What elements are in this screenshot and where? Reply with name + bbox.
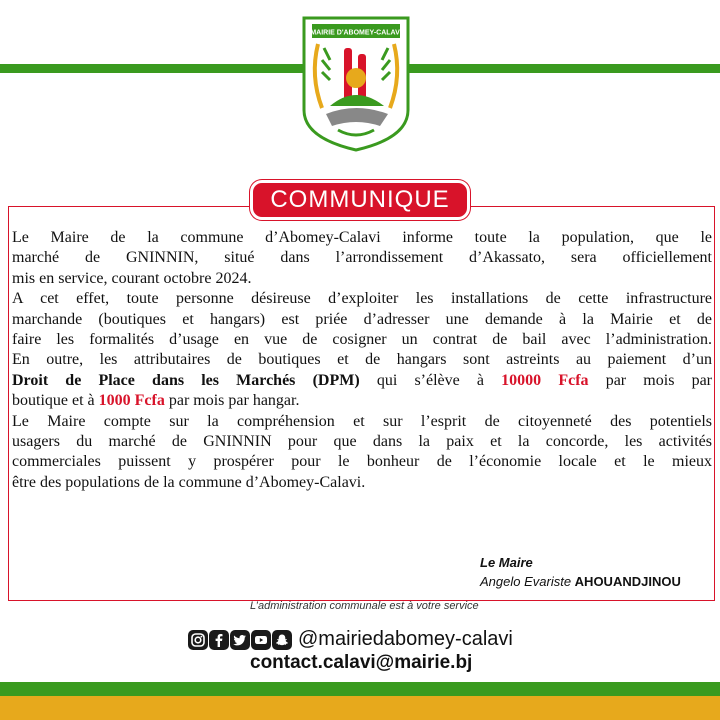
paragraph-line: Le Maire compte sur la compréhension et sur l’esprit de citoyenneté des potentiels xyxy=(12,412,712,430)
contact-email[interactable]: contact.calavi@mairie.bj xyxy=(250,652,473,673)
dpm-label: Droit de Place dans les Marchés (DPM) xyxy=(12,371,360,389)
twitter-icon[interactable] xyxy=(230,630,250,650)
paragraph-line: marché de GNINNIN, situé dans l’arrondissement d’Akassato, sera officiellement xyxy=(12,249,712,267)
footer-orange-stripe xyxy=(0,696,720,720)
communique-banner: COMMUNIQUE xyxy=(250,180,470,220)
social-handle[interactable]: @mairiedabomey-calavi xyxy=(298,628,513,650)
instagram-icon[interactable] xyxy=(188,630,208,650)
signature-title: Le Maire xyxy=(480,555,533,570)
signature-first-names: Angelo Evariste xyxy=(480,574,575,589)
signature-last-name: AHOUANDJINOU xyxy=(574,574,681,589)
amount-boutique: 10000 Fcfa xyxy=(501,371,589,389)
paragraph-line: mis en service, courant octobre 2024. xyxy=(12,269,252,287)
snapchat-icon[interactable] xyxy=(272,630,292,650)
communique-body xyxy=(12,228,712,493)
hangar-text-end: par mois par hangar. xyxy=(164,392,300,410)
social-icons xyxy=(188,630,292,650)
paragraph-line xyxy=(12,371,712,391)
youtube-icon[interactable] xyxy=(251,630,271,650)
facebook-icon[interactable] xyxy=(209,630,229,650)
paragraph-line: être des populations de la commune d’Abomey-Calavi. xyxy=(12,473,366,491)
dpm-text-end: par mois par xyxy=(588,371,713,389)
mairie-logo xyxy=(300,14,412,152)
service-footnote: L’administration communale est à votre service xyxy=(250,600,479,612)
paragraph-line xyxy=(12,391,712,411)
paragraph-line: A cet effet, toute personne désireuse d’exploiter les installations de cette infrastructure xyxy=(12,290,712,308)
paragraph-line: commerciales puissent y prospérer pour le bonheur de l’économie locale et le mieux xyxy=(12,453,712,471)
logo-text: MAIRIE D'ABOMEY-CALAVI xyxy=(310,29,402,37)
paragraph-line: faire les formalités d’usage en vue de cosigner un contrat de bail avec l’administration. xyxy=(12,331,712,349)
social-row xyxy=(188,628,513,651)
hangar-text: boutique et à xyxy=(12,392,99,410)
amount-hangar: 1000 Fcfa xyxy=(98,392,165,410)
signature-name xyxy=(480,572,681,591)
dpm-text: qui s’élève à xyxy=(359,371,502,389)
paragraph-line: marchande (boutiques et hangars) est priée d’adresser une demande à la Mairie et de xyxy=(12,310,712,328)
paragraph-line: En outre, les attributaires de boutiques et de hangars sont astreints au paiement d’un xyxy=(12,351,712,369)
signature-block xyxy=(480,553,681,591)
paragraph-line: usagers du marché de GNINNIN pour que dans la paix et la concorde, les activités xyxy=(12,433,712,451)
paragraph-line: Le Maire de la commune d’Abomey-Calavi informe toute la population, que le xyxy=(12,229,712,246)
footer-green-stripe xyxy=(0,682,720,696)
